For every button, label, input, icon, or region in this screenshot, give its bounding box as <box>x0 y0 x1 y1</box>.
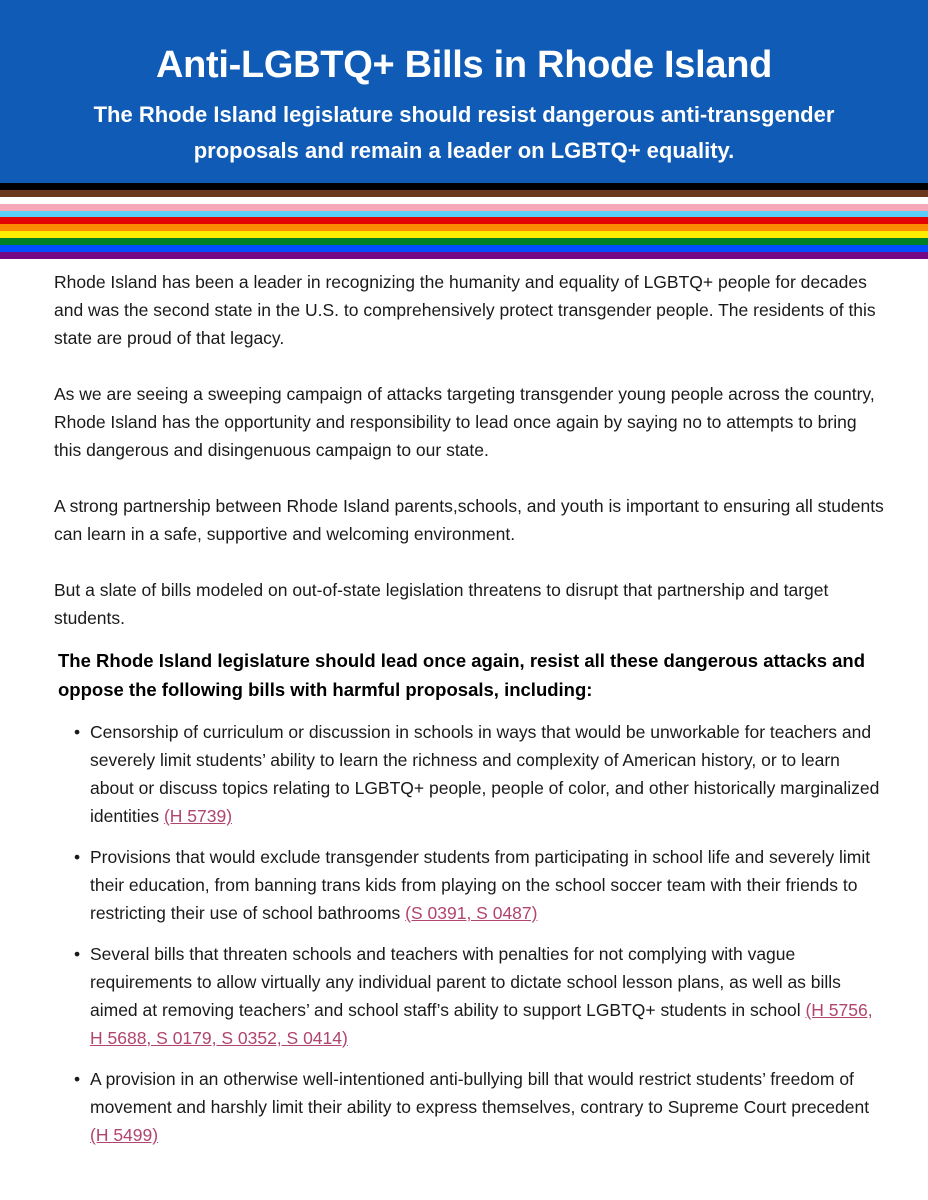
bills-list <box>54 718 884 1149</box>
stripe-light-blue <box>0 211 928 218</box>
bill-link-s0391-s0487[interactable]: (S 0391, S 0487) <box>405 903 538 923</box>
bullet-icon: • <box>74 1069 81 1089</box>
progress-pride-stripes <box>0 183 928 245</box>
bullet-icon: • <box>74 944 81 964</box>
list-item <box>54 940 884 1052</box>
stripe-white <box>0 197 928 204</box>
stripe-pink <box>0 204 928 211</box>
bill-link-h5756-group[interactable]: (H 5756, H 5688, S 0179, S 0352, S 0414) <box>90 1000 873 1048</box>
bill-description: Censorship of curriculum or discussion in schools in ways that would be unworkable for teachers and severely limit students’ ability to learn the richness and complexity of American history, or to learn about or discuss topics relating to LGBTQ+ people, people of color, and other historically marginalized identities <box>90 722 880 826</box>
stripe-red <box>0 217 928 224</box>
stripe-green <box>0 238 928 245</box>
stripe-purple <box>0 252 928 259</box>
callout-heading: The Rhode Island legislature should lead once again, resist all these dangerous attacks and oppose the following bills with harmful proposals, including: <box>58 650 866 700</box>
list-item <box>54 1065 884 1149</box>
stripe-black <box>0 183 928 190</box>
stripe-yellow <box>0 231 928 238</box>
intro-paragraph: But a slate of bills modeled on out-of-state legislation threatens to disrupt that partnership and target students. <box>54 580 829 628</box>
list-item <box>54 718 884 830</box>
bill-description: A provision in an otherwise well-intentioned anti-bullying bill that would restrict students’ freedom of movement and harshly limit their ability to express themselves, contrary to Supreme Court precedent <box>90 1069 870 1117</box>
bill-description: Provisions that would exclude transgender students from participating in school life and severely limit their education, from banning trans kids from playing on the school soccer team with their friends to restricting their use of school bathrooms <box>90 847 871 923</box>
header-banner <box>0 0 928 183</box>
intro-paragraph: A strong partnership between Rhode Island parents,schools, and youth is important to ensuring all students can learn in a safe, supportive and welcoming environment. <box>54 496 884 544</box>
stripe-orange <box>0 224 928 231</box>
stripe-brown <box>0 190 928 197</box>
bill-description: Several bills that threaten schools and teachers with penalties for not complying with vague requirements to allow virtually any individual parent to dictate school lesson plans, as well as bills aimed at removing teachers’ and school staff’s ability to support LGBTQ+ students in school <box>90 944 841 1020</box>
page-subtitle: The Rhode Island legislature should resist dangerous anti-transgender proposals and remain a leader on LGBTQ+ equality. <box>93 102 835 163</box>
bullet-icon: • <box>74 722 81 742</box>
bullet-icon: • <box>74 847 81 867</box>
document-body <box>54 268 884 1162</box>
intro-paragraph: As we are seeing a sweeping campaign of attacks targeting transgender young people across the country, Rhode Island has the opportunity and responsibility to lead once again by saying no to attempts to bring this dangerous and disingenuous campaign to our state. <box>54 384 875 460</box>
stripe-blue <box>0 245 928 252</box>
bill-link-h5739[interactable]: (H 5739) <box>163 806 233 826</box>
bill-link-h5499[interactable]: (H 5499) <box>90 1125 159 1145</box>
list-item <box>54 843 884 927</box>
page-title: Anti-LGBTQ+ Bills in Rhode Island <box>155 44 773 86</box>
intro-paragraph: Rhode Island has been a leader in recognizing the humanity and equality of LGBTQ+ people for decades and was the second state in the U.S. to comprehensively protect transgender people. The residents of this state are proud of that legacy. <box>54 272 876 348</box>
